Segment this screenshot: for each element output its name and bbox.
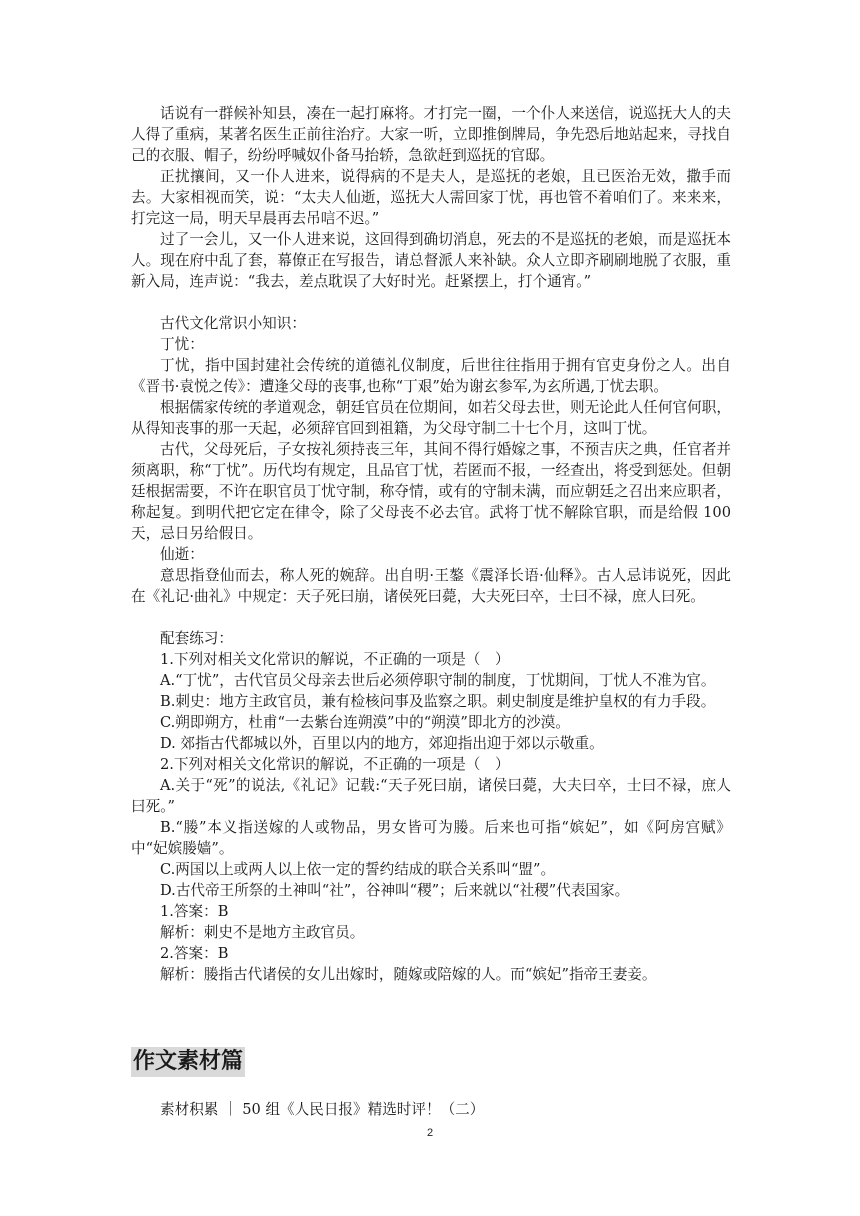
question-1-option-b: B.刺史：地方主政官员，兼有检核问事及监察之职。刺史制度是维护皇权的有力手段。: [160, 693, 716, 710]
spacer: [131, 985, 731, 1027]
exercises-title: 配套练习：: [160, 630, 233, 647]
xianshi-title: 仙逝：: [160, 546, 204, 563]
question-1-option-c: C.朔即朔方，杜甫“一去紫台连朔漠”中的“朔漠”即北方的沙漠。: [160, 714, 570, 731]
story-paragraph-1: 话说有一群候补知县，凑在一起打麻将。才打完一圈，一个仆人来送信，说巡抚大人的夫人得了重病，某著名医生正前往治疗。大家一听，立即推倒牌局，争先恐后地站起来，寻找自己的衣服、帽子，纷纷呼喊奴仆备马抬轿，急欲赶到巡抚的官邸。: [131, 105, 731, 164]
dingyou-paragraph-1: 丁忧，指中国封建社会传统的道德礼仪制度，后世往往指用于拥有官吏身份之人。出自《晋书·袁悦之传》：遭逢父母的丧事,也称“丁艰”始为谢玄参军,为玄所遇,丁忧去职。: [131, 357, 731, 395]
page-number: 2: [426, 1127, 434, 1139]
question-1-option-d: D. 郊指古代都城以外，百里以内的地方，郊迎指出迎于郊以示敬重。: [160, 735, 604, 752]
page-content: [131, 103, 731, 1120]
knowledge-title: 古代文化常识小知识：: [160, 315, 306, 332]
question-1-stem: 1.下列对相关文化常识的解说，不正确的一项是（ ）: [160, 651, 510, 668]
dingyou-title: 丁忧：: [160, 336, 204, 353]
dingyou-paragraph-3: 古代，父母死后，子女按礼须持丧三年，其间不得行婚嫁之事，不预吉庆之典，任官者并须离职，称“丁忧”。历代均有规定，且品官丁忧，若匿而不报，一经查出，将受到惩处。但朝廷根据需要，不许在职官员丁忧守制，称夺情，或有的守制未满，而应朝廷之召出来应职者，称起复。到明代把它定在律令，除了父母丧不必去官。武将丁忧不解除官职，而是给假 100 天，忌日另给假日。: [131, 441, 731, 542]
dingyou-paragraph-2: 根据儒家传统的孝道观念，朝廷官员在位期间，如若父母去世，则无论此人任何官何职，从得知丧事的那一天起，必须辞官回到祖籍，为父母守制二十七个月，这叫丁忧。: [131, 399, 731, 437]
analysis-1: 解析：刺史不是地方主政官员。: [160, 924, 365, 941]
question-1-option-a: A.“丁忧”，古代官员父母亲去世后必须停职守制的制度，丁忧期间，丁忧人不准为官。: [160, 672, 716, 689]
question-2-option-a: A.关于“死”的说法,《礼记》记载:“天子死曰崩，诸侯曰薨，大夫曰卒，士曰不禄，庶人曰死。”: [131, 777, 731, 815]
essay-section-heading: 作文素材篇: [131, 1047, 245, 1077]
story-paragraph-2: 正扰攘间，又一仆人进来，说得病的不是夫人，是巡抚的老娘，且已医治无效，撒手而去。大家相视而笑，说：“太夫人仙逝，巡抚大人需回家丁忧，再也管不着咱们了。来来来，打完这一局，明天早晨再去吊唁不迟。”: [131, 168, 731, 227]
question-2-option-b: B.“媵”本义指送嫁的人或物品，男女皆可为媵。后来也可指“嫔妃”，如《阿房宫赋》中“妃嫔媵嫱”。: [131, 819, 731, 857]
question-2-option-d: D.古代帝王所祭的土神叫“社”，谷神叫“稷”；后来就以“社稷”代表国家。: [160, 882, 630, 899]
question-2-option-c: C.两国以上或两人以上依一定的誓约结成的联合关系叫“盟”。: [160, 861, 556, 878]
section-heading-wrap: [131, 1047, 731, 1077]
answer-2: 2.答案：B: [160, 945, 229, 962]
analysis-2: 解析：媵指古代诸侯的女儿出嫁时，随嫁或陪嫁的人。而“嫔妃”指帝王妻妾。: [160, 966, 657, 983]
xianshi-paragraph: 意思指登仙而去，称人死的婉辞。出自明·王鏊《震泽长语·仙释》。古人忌讳说死，因此在《礼记·曲礼》中规定：天子死曰崩，诸侯死曰薨，大夫死曰卒，士曰不禄，庶人曰死。: [131, 567, 731, 605]
essay-section-subtitle: 素材积累 ｜ 50 组《人民日报》精选时评！（二）: [160, 1101, 485, 1118]
spacer: [131, 607, 731, 628]
story-paragraph-3: 过了一会儿，又一仆人进来说，这回得到确切消息，死去的不是巡抚的老娘，而是巡抚本人。现在府中乱了套，幕僚正在写报告，请总督派人来补缺。众人立即齐刷刷地脱了衣服，重新入局，连声说：“我去，差点耽误了大好时光。赶紧摆上，打个通宵。”: [131, 231, 731, 290]
answer-1: 1.答案：B: [160, 903, 229, 920]
spacer: [131, 292, 731, 313]
question-2-stem: 2.下列对相关文化常识的解说，不正确的一项是（ ）: [160, 756, 510, 773]
